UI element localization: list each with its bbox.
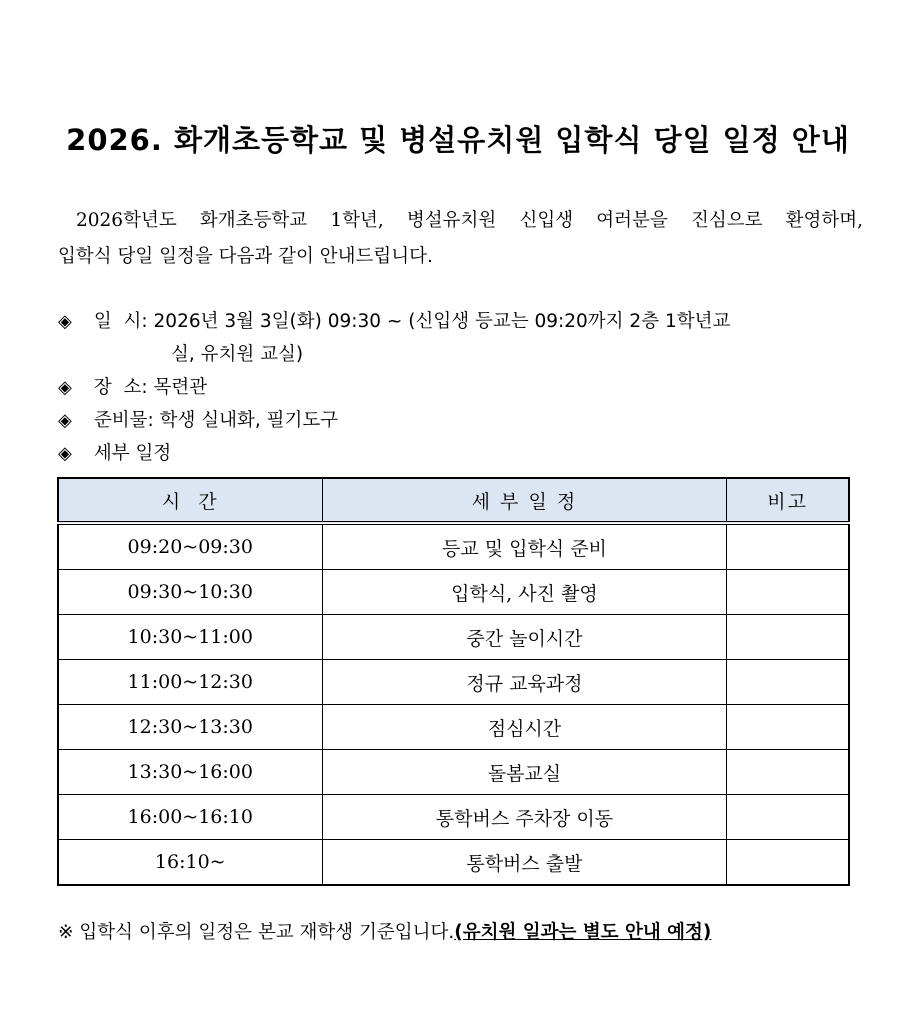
row-note	[727, 660, 849, 705]
row-note	[727, 523, 849, 570]
row-event: 돌봄교실	[322, 750, 727, 795]
row-time: 09:20~09:30	[58, 523, 322, 570]
row-event: 정규 교육과정	[322, 660, 727, 705]
row-event: 점심시간	[322, 705, 727, 750]
intro-line-1: 2026학년도 화개초등학교 1학년, 병설유치원 신입생 여러분을 진심으로 환영하며,	[76, 210, 863, 231]
datetime-value: 2026년 3월 3일(화) 09:30 ~ (신입생 등교는 09:20까지 2층 1학년교	[153, 311, 731, 332]
header-event: 세 부 일 정	[322, 478, 727, 523]
datetime-value-continued: 실, 유치원 교실)	[171, 344, 304, 365]
schedule-table	[57, 477, 850, 886]
row-event: 중간 놀이시간	[322, 615, 727, 660]
info-datetime	[58, 305, 863, 338]
table-row	[58, 615, 849, 660]
prep-value: 학생 실내화, 필기도구	[159, 410, 339, 431]
intro-line-2: 입학식 당일 일정을 다음과 같이 안내드립니다.	[58, 246, 433, 267]
info-place	[58, 371, 863, 404]
info-list	[58, 305, 863, 470]
table-header-row	[58, 478, 849, 523]
datetime-label: 일 시:	[93, 311, 148, 332]
row-note	[727, 840, 849, 886]
table-row	[58, 523, 849, 570]
row-note	[727, 795, 849, 840]
row-note	[727, 750, 849, 795]
table-row	[58, 705, 849, 750]
row-note	[727, 615, 849, 660]
schedule-table-container	[57, 477, 850, 886]
info-detail-heading	[58, 437, 863, 470]
footer-text: 입학식 이후의 일정은 본교 재학생 기준입니다.	[79, 922, 455, 943]
diamond-bullet-icon: ◈	[58, 443, 72, 464]
row-time: 16:10~	[58, 840, 322, 886]
place-value: 목련관	[153, 377, 208, 398]
row-event: 입학식, 사진 촬영	[322, 570, 727, 615]
footer-note	[58, 918, 711, 944]
reference-mark-icon: ※	[58, 922, 74, 943]
row-time: 13:30~16:00	[58, 750, 322, 795]
prep-label: 준비물:	[93, 410, 154, 431]
header-time: 시 간	[58, 478, 322, 523]
table-row	[58, 840, 849, 886]
table-row	[58, 795, 849, 840]
table-row	[58, 660, 849, 705]
row-time: 12:30~13:30	[58, 705, 322, 750]
info-preparation	[58, 404, 863, 437]
diamond-bullet-icon: ◈	[58, 377, 72, 398]
detail-label: 세부 일정	[93, 443, 172, 464]
info-datetime-continued	[58, 338, 863, 371]
table-row	[58, 750, 849, 795]
document-title: 2026. 화개초등학교 및 병설유치원 입학식 당일 일정 안내	[66, 123, 850, 157]
footer-emphasis: (유치원 일과는 별도 안내 예정)	[454, 922, 712, 943]
diamond-bullet-icon: ◈	[58, 410, 72, 431]
row-time: 11:00~12:30	[58, 660, 322, 705]
table-row	[58, 570, 849, 615]
row-time: 16:00~16:10	[58, 795, 322, 840]
row-event: 등교 및 입학식 준비	[322, 523, 727, 570]
row-note	[727, 570, 849, 615]
row-event: 통학버스 주차장 이동	[322, 795, 727, 840]
row-note	[727, 705, 849, 750]
intro-paragraph	[58, 203, 863, 275]
header-note: 비고	[727, 478, 849, 523]
diamond-bullet-icon: ◈	[58, 311, 72, 332]
place-label: 장 소:	[93, 377, 148, 398]
row-time: 09:30~10:30	[58, 570, 322, 615]
row-time: 10:30~11:00	[58, 615, 322, 660]
row-event: 통학버스 출발	[322, 840, 727, 886]
